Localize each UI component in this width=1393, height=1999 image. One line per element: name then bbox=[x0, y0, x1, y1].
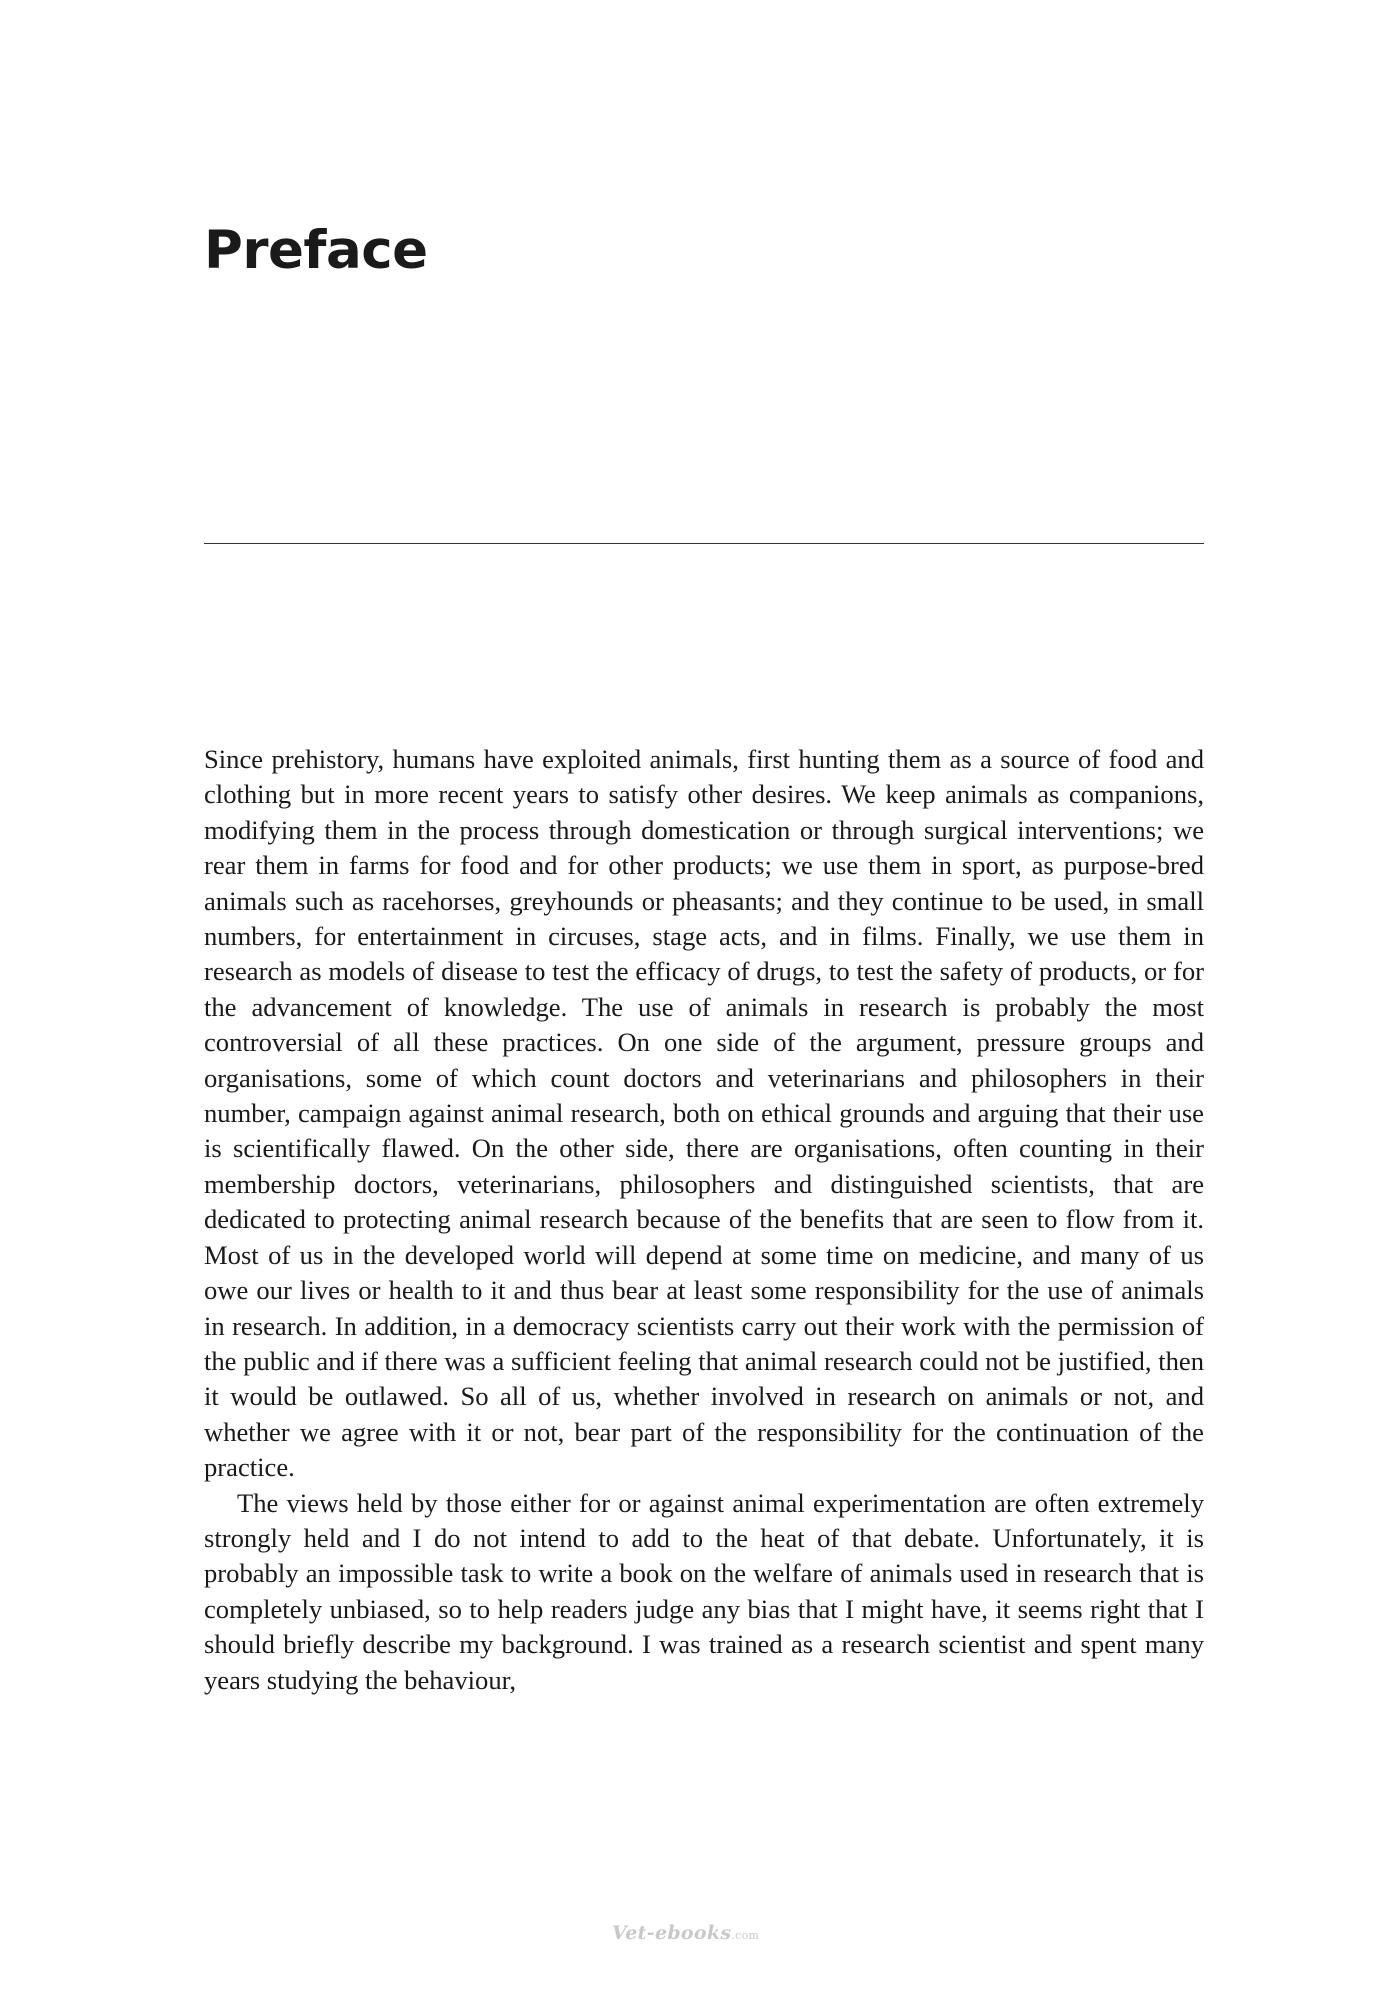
chapter-title: Preface bbox=[204, 220, 428, 281]
title-divider-rule bbox=[204, 543, 1204, 544]
watermark-logo bbox=[612, 1922, 759, 1944]
paragraph-1: Since prehistory, humans have exploited animals, first hunting them as a source of food and clothing but in more recent years to satisfy other desires. We keep animals as companions, modifying them in the process through domestication or through surgical interventions; we rear them in farms for food and for other products; we use them in sport, as purpose-bred animals such as racehorses, greyhounds or pheasants; and they continue to be used, in small numbers, for entertainment in circuses, stage acts, and in films. Finally, we use them in research as models of disease to test the efficacy of drugs, to test the safety of products, or for the advancement of knowledge. The use of animals in research is probably the most controversial of all these practices. On one side of the argument, pressure groups and organisations, some of which count doctors and veterinarians and philosophers in their number, campaign against animal research, both on ethical grounds and arguing that their use is scientifically flawed. On the other side, there are organisations, often counting in their membership doctors, veterinarians, philosophers and distinguished scientists, that are dedicated to protecting animal research because of the benefits that are seen to flow from it. Most of us in the developed world will depend at some time on medicine, and many of us owe our lives or health to it and thus bear at least some responsibility for the use of animals in research. In addition, in a democracy scientists carry out their work with the permission of the public and if there was a sufficient feeling that animal research could not be justified, then it would be outlawed. So all of us, whether involved in research on animals or not, and whether we agree with it or not, bear part of the responsibility for the continuation of the practice. bbox=[204, 744, 1204, 1483]
watermark-name: Vet-ebooks bbox=[612, 1922, 732, 1944]
paragraph-2: The views held by those either for or against animal experimentation are often extremely strongly held and I do not intend to add to the heat of that debate. Unfortunately, it is probably an impossible task to write a book on the welfare of animals used in research that is completely unbiased, so to help readers judge any bias that I might have, it seems right that I should briefly describe my background. I was trained as a research scientist and spent many years studying the behaviour, bbox=[204, 1487, 1204, 1695]
preface-body bbox=[204, 742, 1204, 1698]
watermark-suffix: .com bbox=[731, 1929, 760, 1942]
